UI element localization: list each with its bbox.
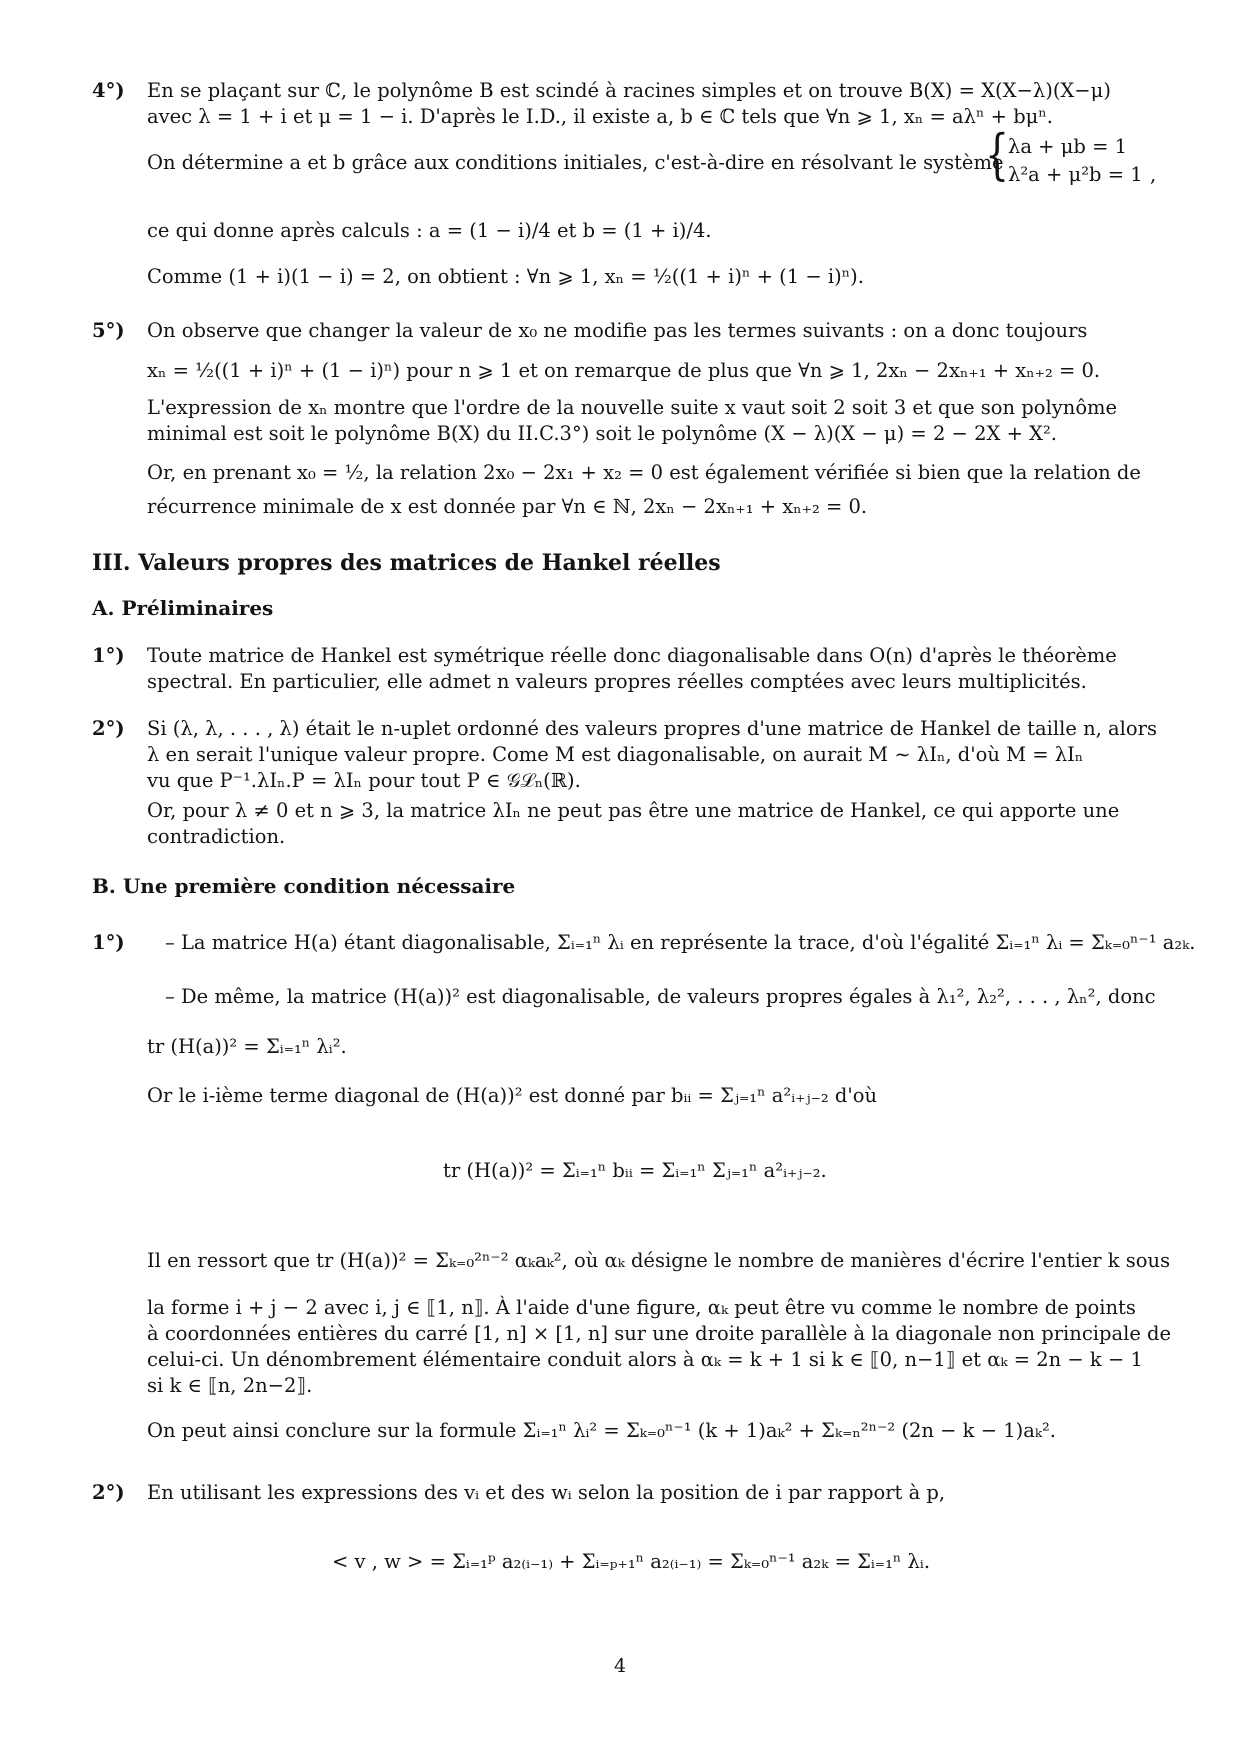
- B-q2-number: 2°): [92, 1481, 125, 1504]
- q4-line-4: ce qui donne après calculs : a = (1 − i)/4 et b = (1 + i)/4.: [147, 219, 712, 242]
- q5-line-4: minimal est soit le polynôme B(X) du II.C.3°) soit le polynôme (X − λ)(X − μ) = 2 − 2X + X².: [147, 422, 1058, 445]
- system-brace: {: [985, 123, 1010, 186]
- part3-title: III. Valeurs propres des matrices de Hankel réelles: [92, 550, 721, 576]
- A-q2-number: 2°): [92, 717, 125, 740]
- B-q1-line-1: – La matrice H(a) étant diagonalisable, Σᵢ₌₁ⁿ λᵢ en représente la trace, d'où l'égalité Σᵢ₌₁ⁿ λᵢ = Σₖ₌₀ⁿ⁻¹ a₂ₖ.: [165, 931, 1196, 954]
- A-q1-line-1: Toute matrice de Hankel est symétrique réelle donc diagonalisable dans O(n) d'après le théorème: [147, 644, 1117, 667]
- B-q1-number: 1°): [92, 931, 125, 954]
- B-q1-line-4: Or le i-ième terme diagonal de (H(a))² est donné par bᵢᵢ = Σⱼ₌₁ⁿ a²ᵢ₊ⱼ₋₂ d'où: [147, 1084, 878, 1107]
- A-q1-line-2: spectral. En particulier, elle admet n valeurs propres réelles comptées avec leurs multiplicités.: [147, 670, 1087, 693]
- system-eq-2: λ²a + μ²b = 1: [1008, 163, 1143, 186]
- sectionA-title: A. Préliminaires: [92, 596, 274, 620]
- q4-line-2: avec λ = 1 + i et μ = 1 − i. D'après le I.D., il existe a, b ∈ ℂ tels que ∀n ⩾ 1, xₙ = aλⁿ + bμⁿ.: [147, 105, 1053, 128]
- q4-line-5: Comme (1 + i)(1 − i) = 2, on obtient : ∀n ⩾ 1, xₙ = ½((1 + i)ⁿ + (1 − i)ⁿ).: [147, 265, 864, 288]
- B-q1-line-3: tr (H(a))² = Σᵢ₌₁ⁿ λᵢ².: [147, 1035, 347, 1058]
- B-q1-line-2: – De même, la matrice (H(a))² est diagonalisable, de valeurs propres égales à λ₁², λ₂², . . . , λₙ², donc: [165, 985, 1156, 1008]
- q4-number: 4°): [92, 79, 125, 102]
- q4-line-3: On détermine a et b grâce aux conditions initiales, c'est-à-dire en résolvant le système: [147, 151, 1004, 174]
- q5-line-2: xₙ = ½((1 + i)ⁿ + (1 − i)ⁿ) pour n ⩾ 1 et on remarque de plus que ∀n ⩾ 1, 2xₙ − 2xₙ₊₁ + xₙ₊₂ = 0.: [147, 359, 1101, 382]
- A-q2-line-5: contradiction.: [147, 825, 286, 848]
- q5-line-6: récurrence minimale de x est donnée par ∀n ∈ ℕ, 2xₙ − 2xₙ₊₁ + xₙ₊₂ = 0.: [147, 495, 868, 518]
- B-q1-line-6: Il en ressort que tr (H(a))² = Σₖ₌₀²ⁿ⁻² αₖaₖ², où αₖ désigne le nombre de manières d'écrire l'entier k sous: [147, 1249, 1171, 1272]
- system-eq-1: λa + μb = 1: [1008, 135, 1128, 158]
- B-q1-line-9: celui-ci. Un dénombrement élémentaire conduit alors à αₖ = k + 1 si k ∈ ⟦0, n−1⟧ et αₖ = 2n − k − 1: [147, 1348, 1143, 1371]
- q5-line-3: L'expression de xₙ montre que l'ordre de la nouvelle suite x vaut soit 2 soit 3 et que son polynôme: [147, 396, 1118, 419]
- q4-line-1: En se plaçant sur ℂ, le polynôme B est scindé à racines simples et on trouve B(X) = X(X−λ)(X−μ): [147, 79, 1111, 102]
- A-q1-number: 1°): [92, 644, 125, 667]
- q5-line-1: On observe que changer la valeur de x₀ ne modifie pas les termes suivants : on a donc toujours: [147, 319, 1088, 342]
- q5-number: 5°): [92, 319, 125, 342]
- q5-line-5: Or, en prenant x₀ = ½, la relation 2x₀ − 2x₁ + x₂ = 0 est également vérifiée si bien que la relation de: [147, 461, 1141, 484]
- B-q2-line-1: En utilisant les expressions des vᵢ et des wᵢ selon la position de i par rapport à p,: [147, 1481, 946, 1504]
- B-q1-line-7: la forme i + j − 2 avec i, j ∈ ⟦1, n⟧. À l'aide d'une figure, αₖ peut être vu comme le nombre de points: [147, 1296, 1136, 1319]
- B-q1-line-11: On peut ainsi conclure sur la formule Σᵢ₌₁ⁿ λᵢ² = Σₖ₌₀ⁿ⁻¹ (k + 1)aₖ² + Σₖ₌ₙ²ⁿ⁻² (2n − k − 1)aₖ².: [147, 1419, 1056, 1442]
- B-q1-line-10: si k ∈ ⟦n, 2n−2⟧.: [147, 1374, 313, 1397]
- A-q2-line-4: Or, pour λ ≠ 0 et n ⩾ 3, la matrice λIₙ ne peut pas être une matrice de Hankel, ce qui apporte une: [147, 799, 1120, 822]
- B-q2-inner-product-formula: < v , w > = Σᵢ₌₁ᵖ a₂₍ᵢ₋₁₎ + Σᵢ₌ₚ₊₁ⁿ a₂₍ᵢ₋₁₎ = Σₖ₌₀ⁿ⁻¹ a₂ₖ = Σᵢ₌₁ⁿ λᵢ.: [332, 1550, 931, 1573]
- sectionB-title: B. Une première condition nécessaire: [92, 874, 516, 898]
- A-q2-line-1: Si (λ, λ, . . . , λ) était le n-uplet ordonné des valeurs propres d'une matrice de Hankel de taille n, alors: [147, 717, 1157, 740]
- system-suffix: ,: [1150, 163, 1157, 186]
- A-q2-line-3: vu que P⁻¹.λIₙ.P = λIₙ pour tout P ∈ 𝒢ℒₙ(ℝ).: [147, 769, 581, 792]
- B-q1-trace-formula: tr (H(a))² = Σᵢ₌₁ⁿ bᵢᵢ = Σᵢ₌₁ⁿ Σⱼ₌₁ⁿ a²ᵢ₊ⱼ₋₂.: [443, 1159, 827, 1182]
- page-number: 4: [613, 1655, 627, 1677]
- B-q1-line-8: à coordonnées entières du carré [1, n] × [1, n] sur une droite parallèle à la diagonale non principale de: [147, 1322, 1172, 1345]
- A-q2-line-2: λ en serait l'unique valeur propre. Come M est diagonalisable, on aurait M ∼ λIₙ, d'où M = λIₙ: [147, 743, 1084, 766]
